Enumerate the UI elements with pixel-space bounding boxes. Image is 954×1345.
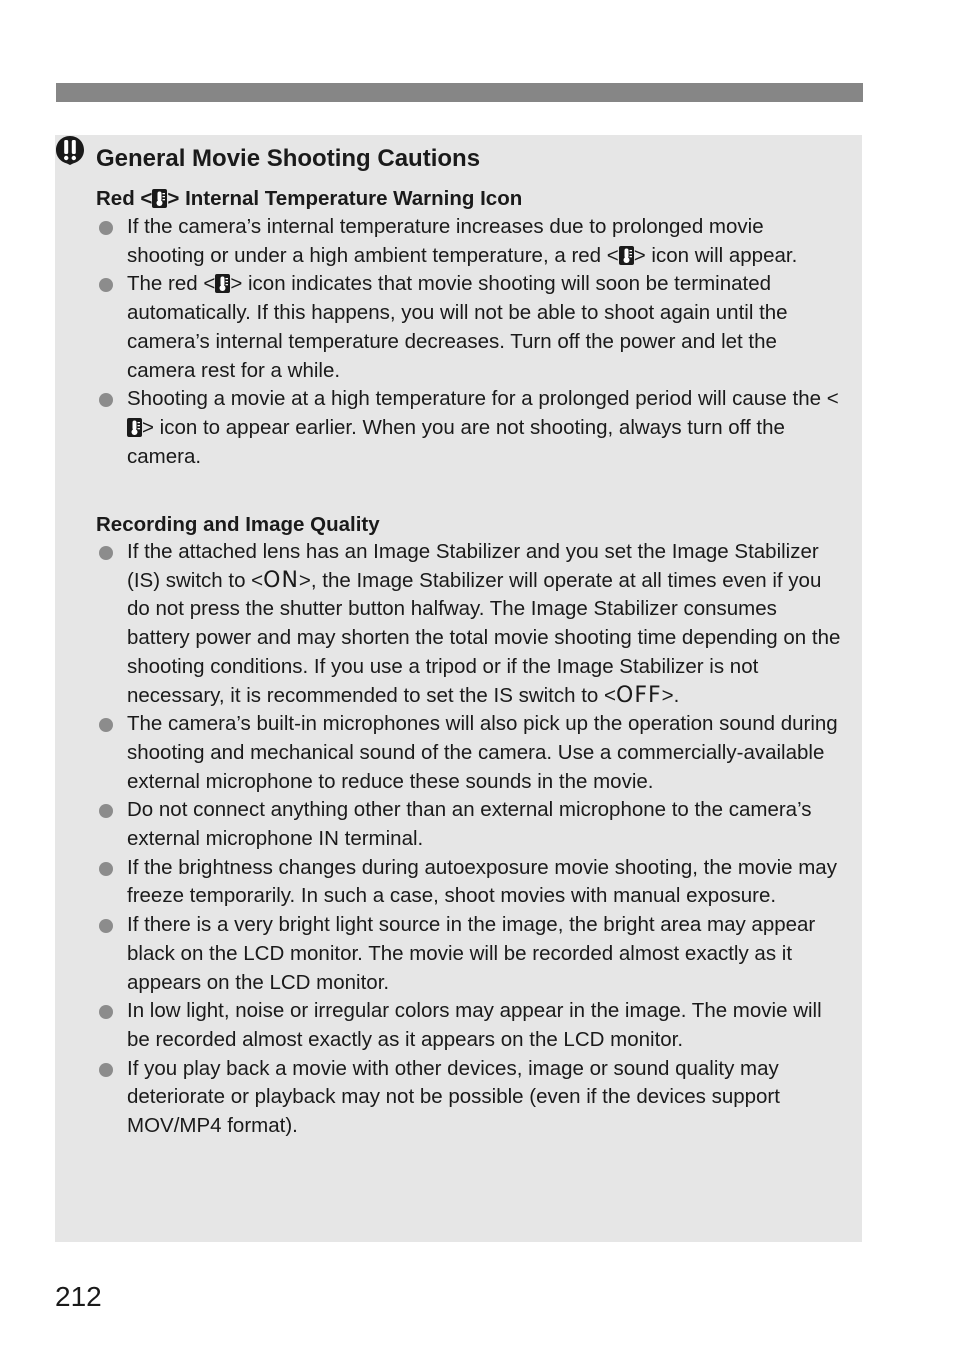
bullet-icon <box>99 862 113 876</box>
caution-box <box>55 135 862 1242</box>
list-item: If the brightness changes during autoexposure movie shooting, the movie may freeze temporarily. In such a case, shoot movies with manual exposure. <box>55 854 862 911</box>
list-item: Shooting a movie at a high temperature for a prolonged period will cause the <> icon to appear earlier. When you are not shooting, always turn off the camera. <box>55 385 862 471</box>
bullet-icon <box>99 221 113 235</box>
bullet-icon <box>99 718 113 732</box>
thermometer-warning-icon <box>619 246 634 265</box>
bullet-icon <box>99 919 113 933</box>
bullet-icon <box>99 1005 113 1019</box>
list-item: If the camera’s internal temperature increases due to prolonged movie shooting or under a high ambient temperature, a red < > icon will appear. <box>55 213 862 270</box>
bullet-icon <box>99 804 113 818</box>
bullet-icon <box>99 278 113 292</box>
box-title: General Movie Shooting Cautions <box>96 145 481 172</box>
temperature-caution-list <box>55 213 862 471</box>
list-item: If there is a very bright light source in the image, the bright area may appear black on the LCD monitor. The movie will be recorded almost exactly as it appears on the LCD monitor. <box>55 911 862 997</box>
recording-caution-list <box>55 538 862 1141</box>
list-item: Do not connect anything other than an external microphone to the camera’s external microphone IN terminal. <box>55 796 862 853</box>
switch-mode-on: ON <box>263 567 299 593</box>
thermometer-warning-icon <box>215 274 230 293</box>
list-item: The camera’s built-in microphones will also pick up the operation sound during shooting and mechanical sound of the camera. Use a commercially-available external microphone to reduce these sounds in the movie. <box>55 710 862 796</box>
switch-mode-off: OFF <box>616 682 662 708</box>
bullet-icon <box>99 546 113 560</box>
thermometer-warning-icon <box>127 418 142 437</box>
section-title-prefix: Red < <box>96 187 153 210</box>
page-number: 212 <box>55 1281 102 1312</box>
section-title-suffix: > Internal Temperature Warning Icon <box>167 187 523 210</box>
thermometer-warning-icon <box>152 189 167 208</box>
list-item: In low light, noise or irregular colors may appear in the image. The movie will be recorded almost exactly as it appears on the LCD monitor. <box>55 997 862 1054</box>
list-item: If you play back a movie with other devices, image or sound quality may deteriorate or playback may not be possible (even if the devices support MOV/MP4 format). <box>55 1055 862 1141</box>
section-title-recording: Recording and Image Quality <box>96 513 380 536</box>
bullet-icon <box>99 1063 113 1077</box>
bullet-icon <box>99 393 113 407</box>
section-title-temperature <box>96 187 522 211</box>
caution-icon <box>55 135 85 165</box>
list-item: If the attached lens has an Image Stabilizer and you set the Image Stabilizer (IS) switch to <ON>, the Image Stabilizer will operate at all times even if you do not press the shutter button halfway. The Image Stabilizer consumes battery power and may shorten the total movie shooting time depending on the shooting conditions. If you use a tripod or if the Image Stabilizer is not necessary, it is recommended to set the IS switch to <OFF>. <box>55 538 862 710</box>
list-item: The red < > icon indicates that movie shooting will soon be terminated automatically. If this happens, you will not be able to shoot again until the camera’s internal temperature decreases. Turn off the power and let the camera rest for a while. <box>55 270 862 385</box>
header-bar <box>56 83 863 102</box>
